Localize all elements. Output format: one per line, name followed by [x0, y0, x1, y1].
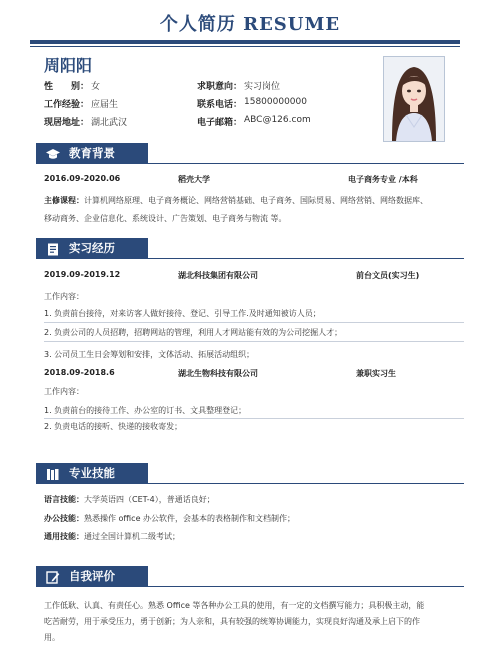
job2-role: 兼职实习生 — [356, 369, 396, 378]
skills-heading: 专业技能 — [69, 466, 115, 480]
skill-text: 熟悉操作 office 办公软件，会基本的表格制作和文档制作； — [84, 514, 296, 523]
graduation-cap-icon — [46, 147, 60, 160]
location-value: 湖北武汉 — [91, 118, 128, 128]
courses-line2: 移动商务、企业信息化、系统设计、广告策划、电子商务与物流 等。 — [44, 214, 287, 223]
skill-row — [44, 494, 215, 505]
job1-content-label: 工作内容： — [44, 292, 84, 301]
experience-value: 应届生 — [91, 100, 119, 110]
profile-photo — [383, 56, 445, 142]
job2-item-2: 2. 负责电话的接听、快递的接收寄发； — [44, 422, 183, 431]
courses-label: 主修课程： — [44, 196, 84, 205]
self-eval-heading: 自我评价 — [69, 569, 115, 583]
experience-heading: 实习经历 — [69, 241, 115, 255]
job2-item-1: 1. 负责前台的接待工作、办公室的订书、文具整理登记； — [44, 406, 247, 415]
location-label: 现居地址： — [44, 118, 90, 128]
skill-label: 语言技能： — [44, 495, 84, 504]
gender-value: 女 — [91, 82, 101, 92]
self-eval-line1: 工作低耿、认真、有责任心。熟悉 Office 等各种办公工具的使用，有一定的文档撰写能力；具积极主动，能 — [44, 601, 425, 610]
item-divider — [44, 322, 464, 323]
email-value: ABC@126.com — [244, 115, 311, 125]
document-list-icon — [46, 242, 60, 255]
job2-company: 湖北生物科技有限公司 — [178, 369, 258, 378]
header-rule-thin — [30, 46, 460, 47]
job1-company: 湖北科技集团有限公司 — [178, 271, 258, 280]
experience-label: 工作经验： — [44, 100, 90, 110]
job1-period: 2019.09-2019.12 — [44, 270, 121, 279]
skill-row — [44, 513, 295, 524]
candidate-name: 周阳阳 — [44, 56, 93, 75]
skill-label: 办公技能： — [44, 514, 84, 523]
job1-item-3: 3. 公司员工生日会筹划和安排，文体活动、拓展活动组织； — [44, 350, 255, 359]
education-heading: 教育背景 — [69, 146, 115, 160]
intent-value: 实习岗位 — [244, 82, 281, 92]
item-divider — [44, 418, 464, 419]
phone-label: 联系电话： — [197, 100, 243, 110]
skill-label: 通用技能： — [44, 532, 84, 541]
gender-label: 性 别： — [44, 82, 90, 92]
self-eval-line3: 用。 — [44, 633, 60, 642]
self-eval-line2: 吃苦耐劳，用于承受压力，勇于创新；为人亲和，具有较强的统筹协调能力，实现良好沟通及承上启下的作 — [44, 617, 420, 626]
intent-label: 求职意向： — [197, 82, 243, 92]
job1-item-1: 1. 负责前台接待，对来访客人做好接待、登记、引导工作.及时通知被访人员； — [44, 309, 321, 318]
education-section-header — [36, 143, 464, 164]
courses-line1: 计算机网络原理、电子商务概论、网络营销基础、电子商务、国际贸易、网络营销、网络数据库、 — [84, 196, 428, 205]
header-rule — [30, 40, 460, 44]
item-divider — [44, 341, 464, 342]
education-major: 电子商务专业 /本科 — [348, 175, 418, 184]
self-eval-section-header — [36, 566, 464, 587]
skills-section-header — [36, 463, 464, 484]
book-icon — [46, 467, 60, 480]
experience-section-header — [36, 238, 464, 259]
email-label: 电子邮箱： — [197, 118, 243, 128]
phone-value: 15800000000 — [244, 97, 307, 107]
education-school: 稻壳大学 — [178, 175, 210, 184]
education-courses — [44, 195, 464, 206]
pen-note-icon — [46, 570, 60, 583]
skill-text: 大学英语四（CET-4），普通话良好； — [84, 495, 215, 504]
skill-row — [44, 531, 180, 542]
resume-title: 个人简历 RESUME — [159, 14, 341, 35]
job1-item-2: 2. 负责公司的人员招聘，招聘网站的管理，利用人才网站能有效的为公司挖掘人才； — [44, 328, 343, 337]
skill-text: 通过全国计算机二级考试； — [84, 532, 180, 541]
job2-content-label: 工作内容： — [44, 387, 84, 396]
job1-role: 前台文员(实习生) — [356, 271, 420, 280]
job2-period: 2018.09-2018.6 — [44, 368, 115, 377]
education-period: 2016.09-2020.06 — [44, 174, 121, 183]
